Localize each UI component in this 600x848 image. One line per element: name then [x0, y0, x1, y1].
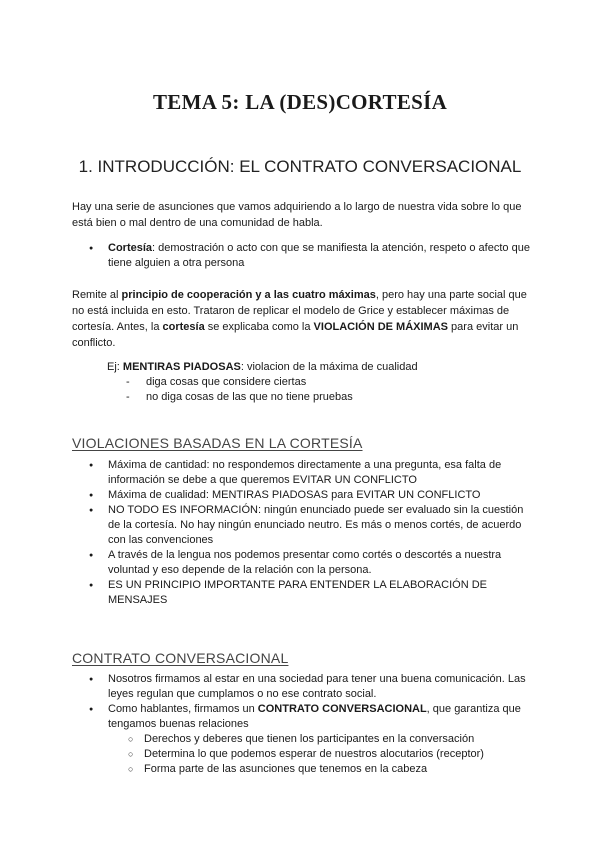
text-run: Como hablantes, firmamos un: [108, 703, 258, 715]
bold-run: CONTRATO CONVERSACIONAL: [257, 703, 427, 715]
text-run: Remite al: [72, 289, 122, 301]
text-run: , que garantiza que tengamos buenas relaciones: [108, 703, 521, 730]
list-item: ● Nosotros firmamos al estar en una sociedad para tener una buena comunicación. Las leyes regulan que cumplamos o no ese contrato social.: [88, 672, 538, 702]
example-list: [124, 375, 504, 405]
text-run: Ej:: [107, 361, 123, 373]
section-heading-violaciones: VIOLACIONES BASADAS EN LA CORTESÍA: [72, 435, 363, 451]
list-item: ● ES UN PRINCIPIO IMPORTANTE PARA ENTENDER LA ELABORACIÓN DE MENSAJES: [88, 578, 538, 608]
list-item: - diga cosas que considere ciertas: [124, 375, 504, 390]
list-item: ○ Derechos y deberes que tienen los participantes en la conversación: [128, 732, 548, 747]
list-item: ● Máxima de cualidad: MENTIRAS PIADOSAS para EVITAR UN CONFLICTO: [88, 488, 538, 503]
list-item: [88, 702, 538, 732]
bold-run: principio de cooperación y a las cuatro máximas: [121, 289, 376, 301]
text-run: para evitar un conflicto.: [72, 321, 519, 349]
contrato-list: [88, 672, 538, 732]
example-term: MENTIRAS PIADOSAS: [122, 361, 241, 373]
document-title: TEMA 5: LA (DES)CORTESÍA: [152, 90, 448, 114]
text-run: , pero hay una parte social que no está incluida en esto. Trataron de replicar el modelo de Grice y establecer máximas de cortesía. Antes, la: [72, 289, 527, 333]
intro-paragraph: Hay una serie de asunciones que vamos adquiriendo a lo largo de nuestra vida sobre lo que está bien o mal dentro de una comunidad de habla.: [72, 201, 522, 229]
cortesia-list: [88, 241, 538, 271]
example-line: [107, 359, 577, 375]
list-item: ● A través de la lengua nos podemos presentar como cortés o descortés a nuestra voluntad y eso depende de la relación con la persona.: [88, 548, 538, 578]
text-run: : violacion de la máxima de cualidad: [240, 361, 418, 373]
bold-run: VIOLACIÓN DE MÁXIMAS: [313, 321, 448, 333]
text-run: se explicaba como la: [204, 321, 314, 333]
list-item: ● NO TODO ES INFORMACIÓN: ningún enunciado puede ser evaluado sin la cuestión de la cortesía. No hay ningún enunciado neutro. Es más o menos cortés, de acuerdo con las convenciones: [88, 503, 538, 548]
cortesia-term: Cortesía: [108, 242, 153, 254]
remite-paragraph: [72, 287, 542, 351]
contrato-sublist: [128, 732, 548, 777]
cortesia-definition: : demostración o acto con que se manifiesta la atención, respeto o afecto que tiene alguien a otra persona: [108, 242, 530, 269]
section-heading-contrato: CONTRATO CONVERSACIONAL: [72, 650, 289, 666]
list-item: ○ Forma parte de las asunciones que tenemos en la cabeza: [128, 762, 548, 777]
list-item: ● Máxima de cantidad: no respondemos directamente a una pregunta, esa falta de información se debe a que queremos EVITAR UN CONFLICTO: [88, 458, 538, 488]
list-item: - no diga cosas de las que no tiene pruebas: [124, 390, 504, 405]
violaciones-list: [88, 458, 538, 608]
list-item: [88, 241, 538, 271]
list-item: ○ Determina lo que podemos esperar de nuestros alocutarios (receptor): [128, 747, 548, 762]
section-heading-introduccion: 1. INTRODUCCIÓN: EL CONTRATO CONVERSACIONAL: [78, 157, 522, 176]
bold-run: cortesía: [162, 321, 205, 333]
